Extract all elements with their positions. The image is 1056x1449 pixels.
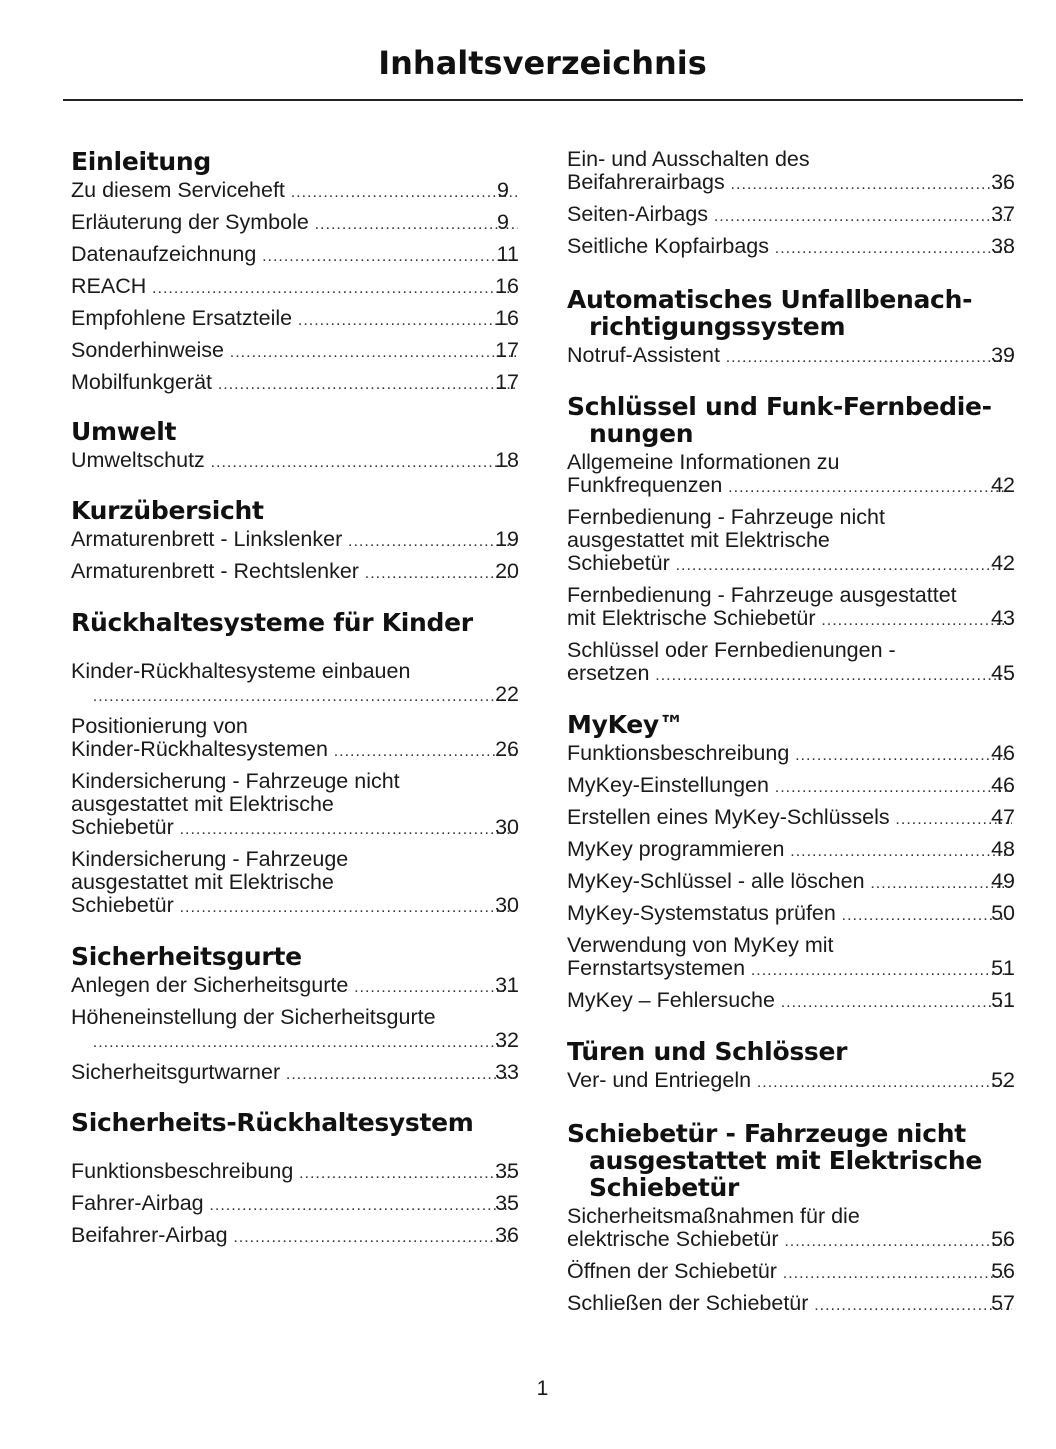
toc-section <box>567 286 1015 369</box>
toc-entry[interactable]: Anlegen der Sicherheitsgurte ..... 31 <box>71 974 519 999</box>
toc-entry[interactable]: Notruf-Assistent ..... 39 <box>567 344 1015 369</box>
toc-left-column <box>71 144 519 1256</box>
toc-entry[interactable]: Sonderhinweise ..... 17 <box>71 339 519 364</box>
toc-entry[interactable]: Kinder-Rückhaltesysteme einbauen ..... 22 <box>71 660 519 708</box>
toc-entry[interactable]: Zu diesem Serviceheft ..... 9 <box>71 179 519 204</box>
section-heading: Schiebetür - Fahrzeuge nicht ausgestattet mit Elektrische Schiebetür <box>567 1119 983 1202</box>
toc-right-column <box>567 148 1015 1324</box>
toc-entry[interactable]: Sicherheitsgurtwarner ..... 33 <box>71 1061 519 1086</box>
page-number: 1 <box>536 1377 549 1400</box>
section-heading: Sicherheitsgurte <box>71 942 302 971</box>
toc-section <box>71 148 519 396</box>
toc-entry[interactable]: MyKey-Systemstatus prüfen ..... 50 <box>567 902 1015 927</box>
toc-entry[interactable]: Fernbedienung - Fahrzeuge nicht ausgestattet mit Elektrische Schiebetür ..... 42 <box>567 506 1015 577</box>
toc-entry[interactable]: Kindersicherung - Fahrzeuge ausgestattet mit Elektrische Schiebetür ..... 30 <box>71 848 519 919</box>
toc-entry[interactable]: Positionierung von Kinder-Rückhaltesystemen ..... 26 <box>71 715 519 763</box>
title-divider <box>63 99 1023 101</box>
toc-entry[interactable]: Öffnen der Schiebetür ..... 56 <box>567 1260 1015 1285</box>
toc-section <box>567 1120 1015 1317</box>
toc-entry[interactable]: Fahrer-Airbag ..... 35 <box>71 1192 519 1217</box>
toc-section <box>71 609 519 919</box>
toc-entry[interactable]: Umweltschutz ..... 18 <box>71 449 519 474</box>
toc-entry[interactable]: Allgemeine Informationen zu Funkfrequenzen ..... 42 <box>567 451 1015 499</box>
toc-entry[interactable]: Sicherheitsmaßnahmen für die elektrische Schiebetür ..... 56 <box>567 1205 1015 1253</box>
toc-entry[interactable]: MyKey programmieren ..... 48 <box>567 838 1015 863</box>
toc-section <box>71 943 519 1086</box>
toc-entry[interactable]: MyKey-Schlüssel - alle löschen ..... 49 <box>567 870 1015 895</box>
toc-entry[interactable]: Ver- und Entriegeln ..... 52 <box>567 1069 1015 1094</box>
toc-entry[interactable]: MyKey – Fehlersuche ..... 51 <box>567 989 1015 1014</box>
toc-entry[interactable]: Erläuterung der Symbole ..... 9 <box>71 211 519 236</box>
toc-section <box>567 711 1015 1014</box>
toc-entry[interactable]: Datenaufzeichnung ..... 11 <box>71 243 519 268</box>
section-heading: Türen und Schlösser <box>567 1037 848 1066</box>
section-heading: Umwelt <box>71 417 177 446</box>
toc-entry[interactable]: Empfohlene Ersatzteile ..... 16 <box>71 307 519 332</box>
toc-section <box>567 393 1015 687</box>
toc-entry[interactable]: Verwendung von MyKey mit Fernstartsystemen ..... 51 <box>567 934 1015 982</box>
section-heading: Kurzübersicht <box>71 496 264 525</box>
toc-section <box>567 148 1015 260</box>
toc-entry[interactable]: Funktionsbeschreibung ..... 46 <box>567 742 1015 767</box>
toc-entry[interactable]: Kindersicherung - Fahrzeuge nicht ausgestattet mit Elektrische Schiebetür ..... 30 <box>71 770 519 841</box>
toc-entry[interactable]: REACH ..... 16 <box>71 275 519 300</box>
page-title: Inhaltsverzeichnis <box>378 44 707 82</box>
section-heading: Sicherheits-Rückhaltesystem <box>71 1108 474 1137</box>
toc-entry[interactable]: Seiten-Airbags ..... 37 <box>567 203 1015 228</box>
toc-entry[interactable]: MyKey-Einstellungen ..... 46 <box>567 774 1015 799</box>
toc-entry[interactable]: Ein- und Ausschalten des Beifahrerairbags ..... 36 <box>567 148 1015 196</box>
section-heading: Schlüssel und Funk-Fernbedie- nungen <box>567 392 992 448</box>
toc-entry[interactable]: Mobilfunkgerät ..... 17 <box>71 371 519 396</box>
toc-entry[interactable]: Schlüssel oder Fernbedienungen - ersetzen ..... 45 <box>567 639 1015 687</box>
toc-entry[interactable]: Erstellen eines MyKey-Schlüssels ..... 47 <box>567 806 1015 831</box>
toc-section <box>71 1109 519 1249</box>
section-heading: Einleitung <box>71 147 211 176</box>
toc-entry[interactable]: Beifahrer-Airbag ..... 36 <box>71 1224 519 1249</box>
section-heading: Automatisches Unfallbenach- richtigungssystem <box>567 285 973 341</box>
toc-entry[interactable]: Fernbedienung - Fahrzeuge ausgestattet mit Elektrische Schiebetür ..... 43 <box>567 584 1015 632</box>
toc-section <box>71 497 519 585</box>
section-heading: Rückhaltesysteme für Kinder <box>71 608 473 637</box>
toc-section <box>71 418 519 474</box>
toc-entry[interactable]: Armaturenbrett - Linkslenker ..... 19 <box>71 528 519 553</box>
toc-entry[interactable]: Funktionsbeschreibung ..... 35 <box>71 1160 519 1185</box>
toc-section <box>567 1038 1015 1094</box>
toc-entry[interactable]: Höheneinstellung der Sicherheitsgurte ..... 32 <box>71 1006 519 1054</box>
toc-entry[interactable]: Schließen der Schiebetür ..... 57 <box>567 1292 1015 1317</box>
section-heading: MyKey™ <box>567 710 684 739</box>
toc-entry[interactable]: Armaturenbrett - Rechtslenker ..... 20 <box>71 560 519 585</box>
toc-entry[interactable]: Seitliche Kopfairbags ..... 38 <box>567 235 1015 260</box>
